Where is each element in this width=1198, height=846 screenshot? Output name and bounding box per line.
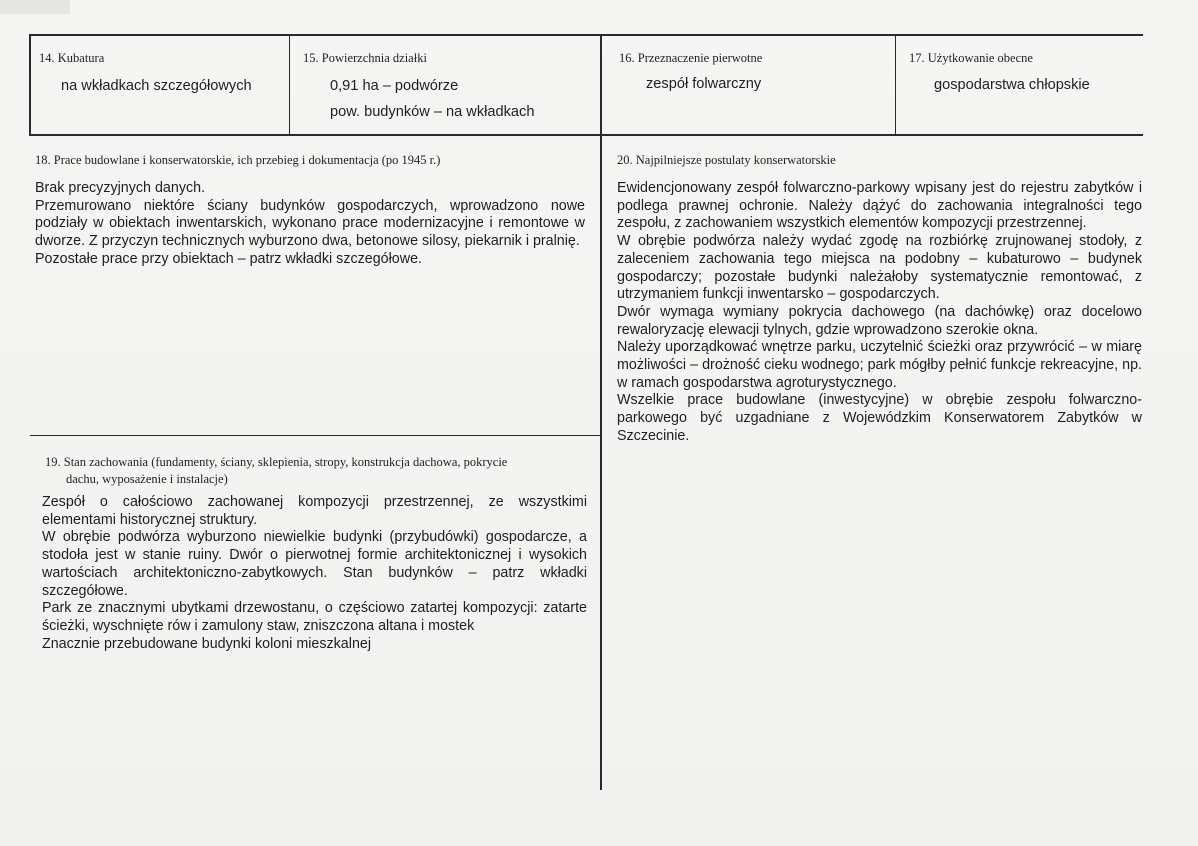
- field-20-label: 20. Najpilniejsze postulaty konserwatorskie: [617, 153, 836, 167]
- field-19-text: [42, 494, 587, 653]
- field-19-line-3: Park ze znacznymi ubytkami drzewostanu, o częściowo zatartej kompozycji: zatarte ścieżki, wyschnięte rów i zamulony staw, zniszczona altana i mostek: [42, 600, 587, 634]
- field-18-line-1: Brak precyzyjnych danych.: [35, 180, 206, 196]
- field-18-line-2: Przemurowano niektóre ściany budynków gospodarczych, wprowadzono nowe podziały w obiektach inwentarskich, wykonano prace modernizacyjne i remontowe w dworze. Z przyczyn technicznych wyburzono dwa, betonowe silosy, piekarnik i pralnię.: [35, 197, 585, 250]
- field-20-text: [617, 180, 1142, 446]
- scan-corner-mark: [0, 0, 70, 14]
- field-18-line-3: Pozostałe prace przy obiektach – patrz wkładki szczegółowe.: [35, 250, 423, 267]
- divider-16-17: [895, 34, 896, 136]
- field-20-line-1: Ewidencjonowany zespół folwarczno-parkowy wpisany jest do rejestru zabytków i podlega prawnej ochronie. Należy dążyć do zachowania integralności tego zespołu, z zachowaniem wszystkich elementów kompozycji przestrzennej.: [617, 180, 1142, 232]
- top-rule: [30, 34, 1143, 36]
- field-17-value: gospodarstwa chłopskie: [934, 77, 1090, 93]
- divider-14-15: [289, 34, 290, 136]
- field-15-value-2: pow. budynków – na wkładkach: [330, 104, 535, 120]
- field-17-label: 17. Użytkowanie obecne: [909, 51, 1033, 65]
- field-18-text: [35, 180, 585, 269]
- field-20-line-3: Dwór wymaga wymiany pokrycia dachowego (na dachówkę) oraz docelowo rewaloryzację elewacji tylnych, gdzie wprowadzono szerokie okna.: [617, 303, 1142, 338]
- field-15-value-1: 0,91 ha – podwórze: [330, 78, 459, 94]
- field-16-label: 16. Przeznaczenie pierwotne: [619, 51, 763, 65]
- field-16-value: zespół folwarczny: [646, 76, 762, 92]
- left-border: [29, 34, 31, 136]
- field-19-line-1: Zespół o całościowo zachowanej kompozycji przestrzennej, ze wszystkimi elementami historycznej struktury.: [42, 494, 587, 528]
- field-19-line-4: Znacznie przebudowane budynki koloni mieszkalnej: [42, 635, 372, 652]
- divider-main: [600, 34, 602, 790]
- field-14-label: 14. Kubatura: [39, 51, 105, 65]
- field-20-line-2: W obrębie podwórza należy wydać zgodę na rozbiórkę zrujnowanej stodoły, z zaleceniem zachowania tego miejsca na podobny – kubaturowo – budynek gospodarczy; pozostałe budynki należałoby systematycznie remontować, z utrzymaniem funkcji inwentarsko – gospodarczych.: [617, 233, 1142, 303]
- field-18-label: 18. Prace budowlane i konserwatorskie, ich przebieg i dokumentacja (po 1945 r.): [35, 153, 441, 167]
- divider-18-19: [30, 435, 600, 436]
- field-19-line-2: W obrębie podwórza wyburzono niewielkie budynki (przybudówki) gospodarcze, a stodoła jest w stanie ruiny. Dwór o pierwotnej formie architektonicznej i wysokich wartościach architektoniczno-zabytkowych. Stan budynków – patrz wkładki szczegółowe.: [42, 529, 587, 599]
- field-19-label-line-1: 19. Stan zachowania (fundamenty, ściany, sklepienia, stropy, konstrukcja dachowa, pokrycie: [45, 455, 508, 469]
- row1-bottom-rule: [30, 134, 1143, 136]
- field-20-line-5: Wszelkie prace budowlane (inwestycyjne) w obrębie zespołu folwarczno-parkowego być uzgadniane z Wojewódzkim Konserwatorem Zabytków w Szczecinie.: [617, 392, 1142, 444]
- field-20-line-4: Należy uporządkować wnętrze parku, uczytelnić ścieżki oraz przywrócić – w miarę możliwości – drożność cieku wodnego; park mógłby pełnić funkcje rekreacyjne, np. w ramach gospodarstwa agroturystycznego.: [617, 339, 1142, 391]
- field-19-label-line-2: dachu, wyposażenie i instalacje): [66, 472, 228, 486]
- field-14-value: na wkładkach szczegółowych: [61, 78, 252, 94]
- field-15-label: 15. Powierzchnia działki: [303, 51, 427, 65]
